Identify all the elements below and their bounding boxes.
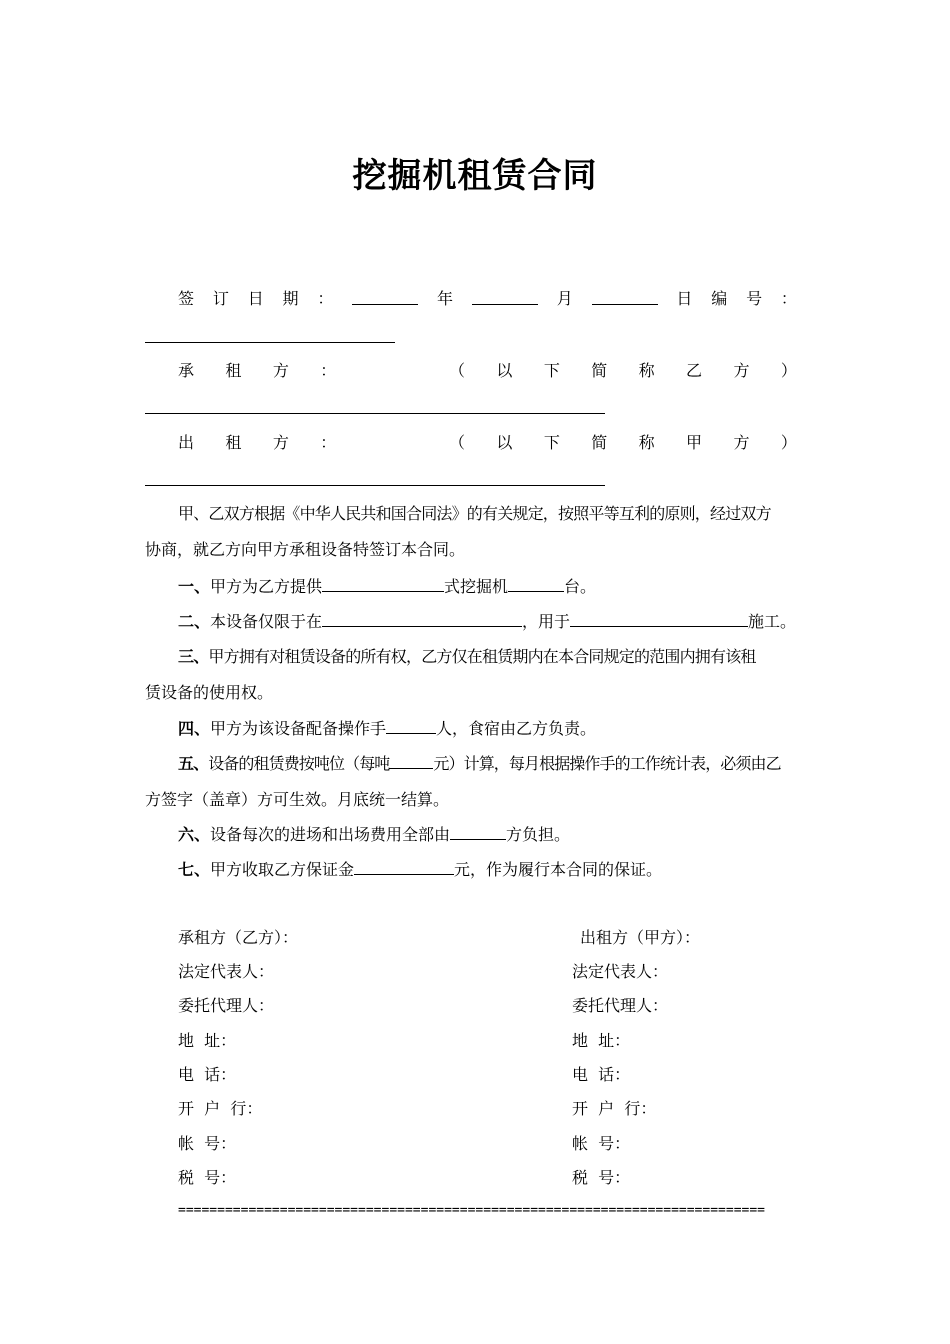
lessor-line [178, 433, 797, 453]
lessee-note-char: 下 [543, 361, 560, 380]
lessee-legal-rep-field: 法定代表人： [178, 962, 275, 981]
excavator-count-blank[interactable] [508, 576, 564, 592]
clause-text: 方负担。 [506, 825, 571, 844]
lessee-note-char: 以 [496, 361, 513, 380]
clause-number: 一、 [178, 577, 211, 596]
lessee-note-char: 乙 [686, 361, 703, 380]
day-blank[interactable] [592, 289, 658, 305]
number-label-char: ： [780, 289, 797, 308]
clause-number: 五、 [178, 754, 209, 773]
lessee-agent-field: 委托代理人： [178, 996, 275, 1015]
lessor-note-char: ） [780, 433, 797, 452]
price-per-ton-blank[interactable] [389, 753, 433, 769]
clause-text: 元，作为履行本合同的保证。 [454, 860, 663, 879]
lessor-note-char: （ [449, 433, 466, 452]
clause-text: 设备的租赁费按吨位（每吨 [208, 754, 390, 773]
purpose-blank[interactable] [570, 611, 748, 627]
clause-text: 甲方为乙方提供 [210, 577, 323, 596]
lessor-tax-field: 税 号： [572, 1168, 631, 1187]
lessee-bank-field: 开 户 行： [178, 1099, 263, 1118]
month-label: 月 [556, 289, 573, 308]
sign-label-char: 期 [282, 289, 299, 308]
clause-text: 设备每次的进场和出场费用全部由 [210, 825, 451, 844]
lessee-line [178, 361, 797, 381]
clause-5-line-1 [178, 753, 781, 774]
lessor-agent-field: 委托代理人： [572, 996, 669, 1015]
lessor-note-char: 甲 [686, 433, 703, 452]
lessor-legal-rep-field: 法定代表人： [572, 962, 669, 981]
number-label-char: 编 [711, 289, 728, 308]
lessor-address-field: 地 址： [572, 1031, 631, 1050]
lessor-note-char: 称 [638, 433, 655, 452]
lessee-note-char: 简 [591, 361, 608, 380]
clause-7 [178, 859, 662, 880]
lessee-label-char: 方 [272, 361, 289, 380]
lessee-label-char: 租 [225, 361, 242, 380]
clause-3-line-2: 赁设备的使用权。 [145, 683, 274, 702]
lessor-label-char: ： [320, 433, 337, 452]
document-title: 挖掘机租赁合同 [352, 156, 598, 196]
clause-text: 甲方收取乙方保证金 [210, 860, 355, 879]
clause-3-line-1 [178, 647, 806, 667]
clause-text: 台。 [564, 577, 597, 596]
lessee-note-char: 称 [638, 361, 655, 380]
lessee-tax-field: 税 号： [178, 1168, 237, 1187]
location-blank[interactable] [322, 611, 522, 627]
day-label: 日 [676, 289, 693, 308]
lessee-note-char: 方 [733, 361, 750, 380]
clause-1 [178, 576, 596, 597]
deposit-blank[interactable] [354, 859, 454, 875]
lessee-name-blank[interactable] [145, 413, 605, 414]
lessor-account-field: 帐 号： [572, 1134, 631, 1153]
intro-line-1: 甲、乙双方根据《中华人民共和国合同法》的有关规定，按照平等互利的原则，经过双方 [178, 504, 771, 523]
clause-4 [178, 718, 596, 739]
fee-payer-blank[interactable] [450, 824, 506, 840]
sign-label-char: 订 [212, 289, 229, 308]
clause-number: 六、 [178, 825, 211, 844]
contract-number-blank[interactable] [145, 342, 395, 343]
operator-count-blank[interactable] [386, 718, 436, 734]
clause-number: 四、 [178, 719, 211, 738]
clause-text: ，用于 [522, 612, 571, 631]
lessor-note-char: 以 [496, 433, 513, 452]
clause-text: 施工。 [748, 612, 797, 631]
clause-text: 本设备仅限于在 [210, 612, 323, 631]
year-blank[interactable] [352, 289, 418, 305]
clause-2 [178, 611, 796, 632]
lessor-phone-field: 电 话： [572, 1065, 631, 1084]
lessee-signature-title: 承租方（乙方）： [178, 928, 299, 947]
clause-number: 二、 [178, 612, 211, 631]
lessee-phone-field: 电 话： [178, 1065, 237, 1084]
lessee-account-field: 帐 号： [178, 1134, 237, 1153]
sign-label-char: ： [317, 289, 334, 308]
year-label: 年 [437, 289, 454, 308]
lessor-note-char: 下 [543, 433, 560, 452]
lessor-name-blank[interactable] [145, 485, 605, 486]
lessee-note-char: （ [449, 361, 466, 380]
excavator-type-blank[interactable] [322, 576, 444, 592]
clause-5-line-2: 方签字（盖章）方可生效。月底统一结算。 [145, 790, 450, 809]
clause-number: 三、 [178, 647, 209, 666]
sign-label-char: 日 [247, 289, 264, 308]
sign-label-char: 签 [178, 289, 195, 308]
lessor-note-char: 方 [733, 433, 750, 452]
clause-text: 甲方拥有对租赁设备的所有权，乙方仅在租赁期内在本合同规定的范围内拥有该租 [208, 647, 756, 666]
sign-date-line [178, 289, 797, 309]
lessee-label-char: ： [320, 361, 337, 380]
lessor-signature-title: 出租方（甲方）： [580, 928, 701, 947]
clause-text: 人，食宿由乙方负责。 [436, 719, 597, 738]
clause-6 [178, 824, 570, 845]
lessee-label-char: 承 [178, 361, 195, 380]
clause-text: 元）计算，每月根据操作手的工作统计表，必须由乙 [433, 754, 781, 773]
number-label-char: 号 [746, 289, 763, 308]
lessor-label-char: 方 [272, 433, 289, 452]
lessor-bank-field: 开 户 行： [572, 1099, 657, 1118]
footer-divider: =========================================================================== [178, 1203, 765, 1218]
clause-text: 甲方为该设备配备操作手 [210, 719, 387, 738]
lessee-address-field: 地 址： [178, 1031, 237, 1050]
lessor-label-char: 出 [178, 433, 195, 452]
month-blank[interactable] [472, 289, 538, 305]
clause-number: 七、 [178, 860, 211, 879]
lessee-note-char: ） [780, 361, 797, 380]
clause-text: 式挖掘机 [444, 577, 509, 596]
lessor-note-char: 简 [591, 433, 608, 452]
intro-line-2: 协商，就乙方向甲方承租设备特签订本合同。 [145, 540, 466, 559]
lessor-label-char: 租 [225, 433, 242, 452]
